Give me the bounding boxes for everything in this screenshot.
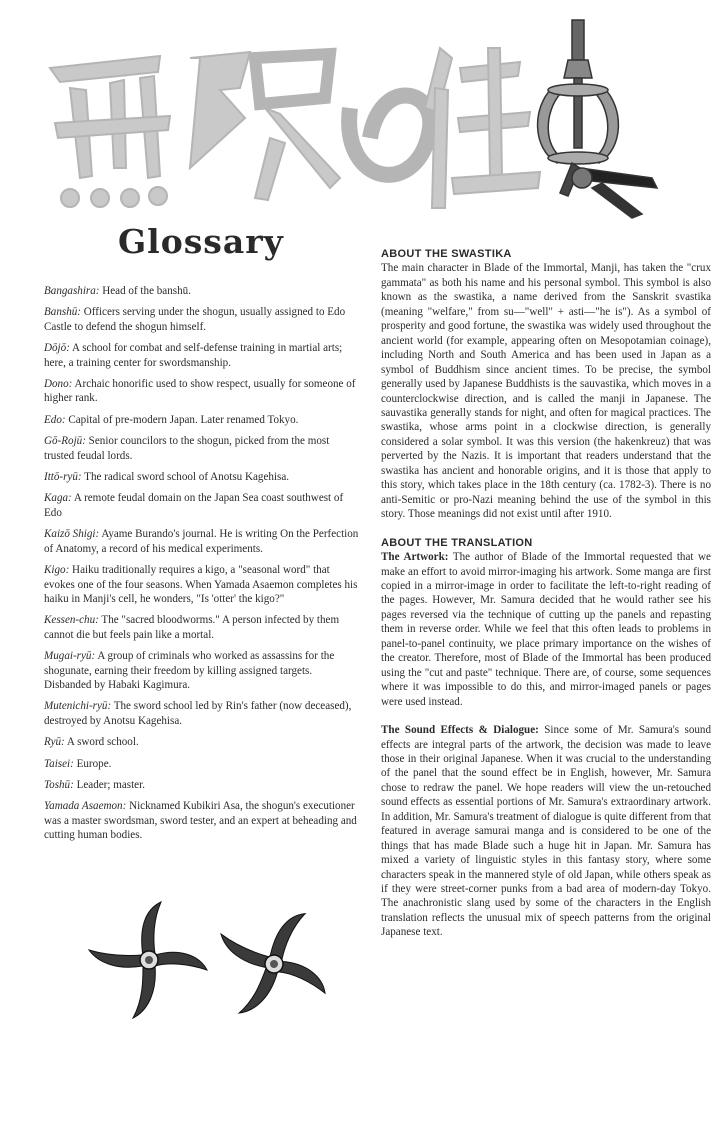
glossary-definition: Europe. — [73, 757, 112, 770]
sfx-body: Since some of Mr. Samura's sound effects are integral parts of the artwork, the decision was made to leave those in their original Japanese. When it was crucial to the understanding of the panel that the sound effect be in English, however, Mr. Samura chose to redraw the panel. We hope readers will view the un-retouched sound effects as essential portions of Mr. Samura's extraordinary artwork. In addition, Mr. Samura's treatment of dialogue is quite different from that featured in average samurai manga and is considered to be one of the things that has made Blade such a huge hit in Japan. Mr. Samura has mixed a variety of linguistic styles in this fantasy story, where some characters speak in the mannered style of old Japan, while others speak as if they were street-corner punks from a bad area of modern-day Tokyo. The anachronistic slang used by some of the characters in the English translation reflects the unusual mix of speech patterns from the original Japanese text. — [381, 724, 712, 939]
glossary-entry — [44, 527, 362, 556]
glossary-definition: Officers serving under the shogun, usually assigned to Edo Castle to defend the shogun himself. — [44, 306, 346, 333]
kanji-logo — [40, 28, 560, 218]
glossary-entry — [44, 491, 362, 520]
glossary-term: Ryū: — [44, 736, 65, 749]
shuriken-decoration — [74, 898, 344, 1028]
glossary-entry — [44, 413, 362, 427]
glossary-term: Bangashira: — [44, 285, 100, 297]
glossary-definition: A school for combat and self-defense training in martial arts; here, a training center for swordsmanship. — [44, 342, 343, 369]
artwork-body: The author of Blade of the Immortal requested that we make an effort to avoid mirror-imaging his artwork. Some manga are first copied in a mirror-image in order to facilitate the left-to-right reading of the pages. However, Mr. Samura decided that he would rather see his pages reversed via the technique of cutting up the panels and repasting them in reverse order. While we feel that this often leads to problems in panel-to-panel continuity, we place primary importance on the wishes of the creator. Therefore, most of Blade of the Immortal has been produced using the "cut and paste" technique. There are, of course, some sequences where it was impossible to do this, and mirror-imaged panels or pages were used instead. — [381, 551, 711, 708]
glossary-term: Kaga: — [44, 492, 72, 505]
translation-heading: ABOUT THE TRANSLATION — [381, 536, 533, 549]
glossary-list — [44, 284, 362, 850]
glossary-entry — [44, 699, 362, 728]
glossary-definition: Leader; master. — [73, 778, 145, 791]
glossary-definition: Capital of pre-modern Japan. Later renamed Tokyo. — [65, 413, 299, 426]
glossary-definition: Haiku traditionally requires a kigo, a "seasonal word" that evokes one of the four seasons. When Yamada Asaemon completes his haiku in Manji's cell, he wonders, "Is 'otter' the kigo?" — [44, 564, 358, 605]
glossary-title: Glossary — [118, 222, 284, 261]
glossary-entry — [44, 649, 362, 692]
glossary-entry — [44, 305, 362, 334]
glossary-entry — [44, 799, 362, 842]
glossary-term: Kessen-chu: — [44, 614, 99, 627]
glossary-term: Banshū: — [44, 306, 81, 319]
glossary-term: Dōjō: — [44, 342, 70, 355]
swastika-body: The main character in Blade of the Immortal, Manji, has taken the "crux gammata" as both his name and his personal symbol. This symbol is also known as the swastika, a name derived from the Sanskrit svastika (meaning "welfare," from su—"well" + asti—"he is"). As a symbol of prosperity and good fortune, the swastika was widely used throughout the ancient world (for example, appearing often on Mesopotamian coinage), including North and South America and has been used in Japan as a symbol of Buddhism since ancient times. To be precise, the symbol generally used by Japanese Buddhists is the sauvastika, which moves in a counterclockwise direction, and is called the manji in Japanese. The sauvastika generally stands for night, and often for magical practices. The swastika, whose arms point in a clockwise direction, is generally considered a solar symbol. It was this version (the hakenkreuz) that was perverted by the Nazis. It is important that readers understand that the swastika has ancient and honorable origins, and it is those that apply to this story, which takes place in the 18th century (ca. 1782-3). There is no anti-Semitic or pro-Nazi meaning behind the use of the symbol in this story. Those meanings did not exist until after 1910. — [381, 262, 711, 521]
glossary-definition: Ayame Burando's journal. He is writing On the Perfection of Anatomy, a record of his medical experiments. — [44, 528, 359, 555]
shuriken-icon — [89, 902, 207, 1018]
artwork-paragraph — [381, 550, 711, 709]
glossary-entry — [44, 778, 362, 792]
notes-column — [381, 247, 711, 954]
glossary-definition: The "sacred bloodworms." A person infected by them cannot die but feels pain like a mortal. — [44, 614, 340, 641]
glossary-entry — [44, 735, 362, 749]
glossary-entry — [44, 470, 362, 484]
swastika-heading: ABOUT THE SWASTIKA — [381, 248, 512, 260]
glossary-definition: Senior councilors to the shogun, picked from the most trusted feudal lords. — [44, 435, 330, 462]
glossary-definition: Head of the banshū. — [99, 285, 191, 297]
glossary-term: Kaizō Shigi: — [44, 528, 100, 541]
glossary-entry — [44, 434, 362, 463]
glossary-term: Mutenichi-ryū: — [44, 700, 112, 713]
glossary-term: Toshū: — [44, 778, 74, 791]
glossary-entry — [44, 757, 362, 771]
glossary-definition: A group of criminals who worked as assassins for the shogunate, earning their freedom by killing assigned targets. Disbanded by Habaki Kagimura. — [44, 650, 335, 691]
glossary-entry — [44, 341, 362, 370]
sfx-paragraph — [381, 723, 711, 940]
glossary-term: Yamada Asaemon: — [44, 800, 127, 813]
glossary-term: Taisei: — [44, 757, 74, 770]
glossary-definition: A sword school. — [64, 736, 139, 749]
glossary-definition: Archaic honorific used to show respect, usually for someone of higher rank. — [44, 378, 356, 405]
glossary-definition: A remote feudal domain on the Japan Sea coast southwest of Edo — [44, 492, 344, 519]
glossary-term: Ittō-ryū: — [44, 471, 82, 484]
glossary-definition: The radical sword school of Anotsu Kagehisa. — [81, 471, 290, 484]
glossary-term: Gō-Rojū: — [44, 435, 86, 448]
sfx-label: The Sound Effects & Dialogue: — [381, 724, 539, 737]
glossary-entry — [44, 284, 362, 298]
glossary-definition: Nicknamed Kubikiri Asa, the shogun's executioner was a master swordsman, sword tester, and an expert at beheading and cutting human bodies. — [44, 800, 357, 842]
glossary-entry — [44, 377, 362, 406]
blade-weapon-illustration — [532, 18, 662, 223]
artwork-label: The Artwork: — [381, 551, 449, 564]
glossary-term: Edo: — [44, 413, 66, 426]
glossary-term: Dono: — [44, 378, 73, 391]
glossary-entry — [44, 613, 362, 642]
glossary-entry — [44, 563, 362, 606]
shuriken-icon — [198, 898, 344, 1028]
glossary-term: Kigo: — [44, 564, 70, 577]
glossary-definition: The sword school led by Rin's father (now deceased), destroyed by Anotsu Kagehisa. — [44, 700, 352, 727]
glossary-term: Mugai-ryū: — [44, 650, 96, 663]
